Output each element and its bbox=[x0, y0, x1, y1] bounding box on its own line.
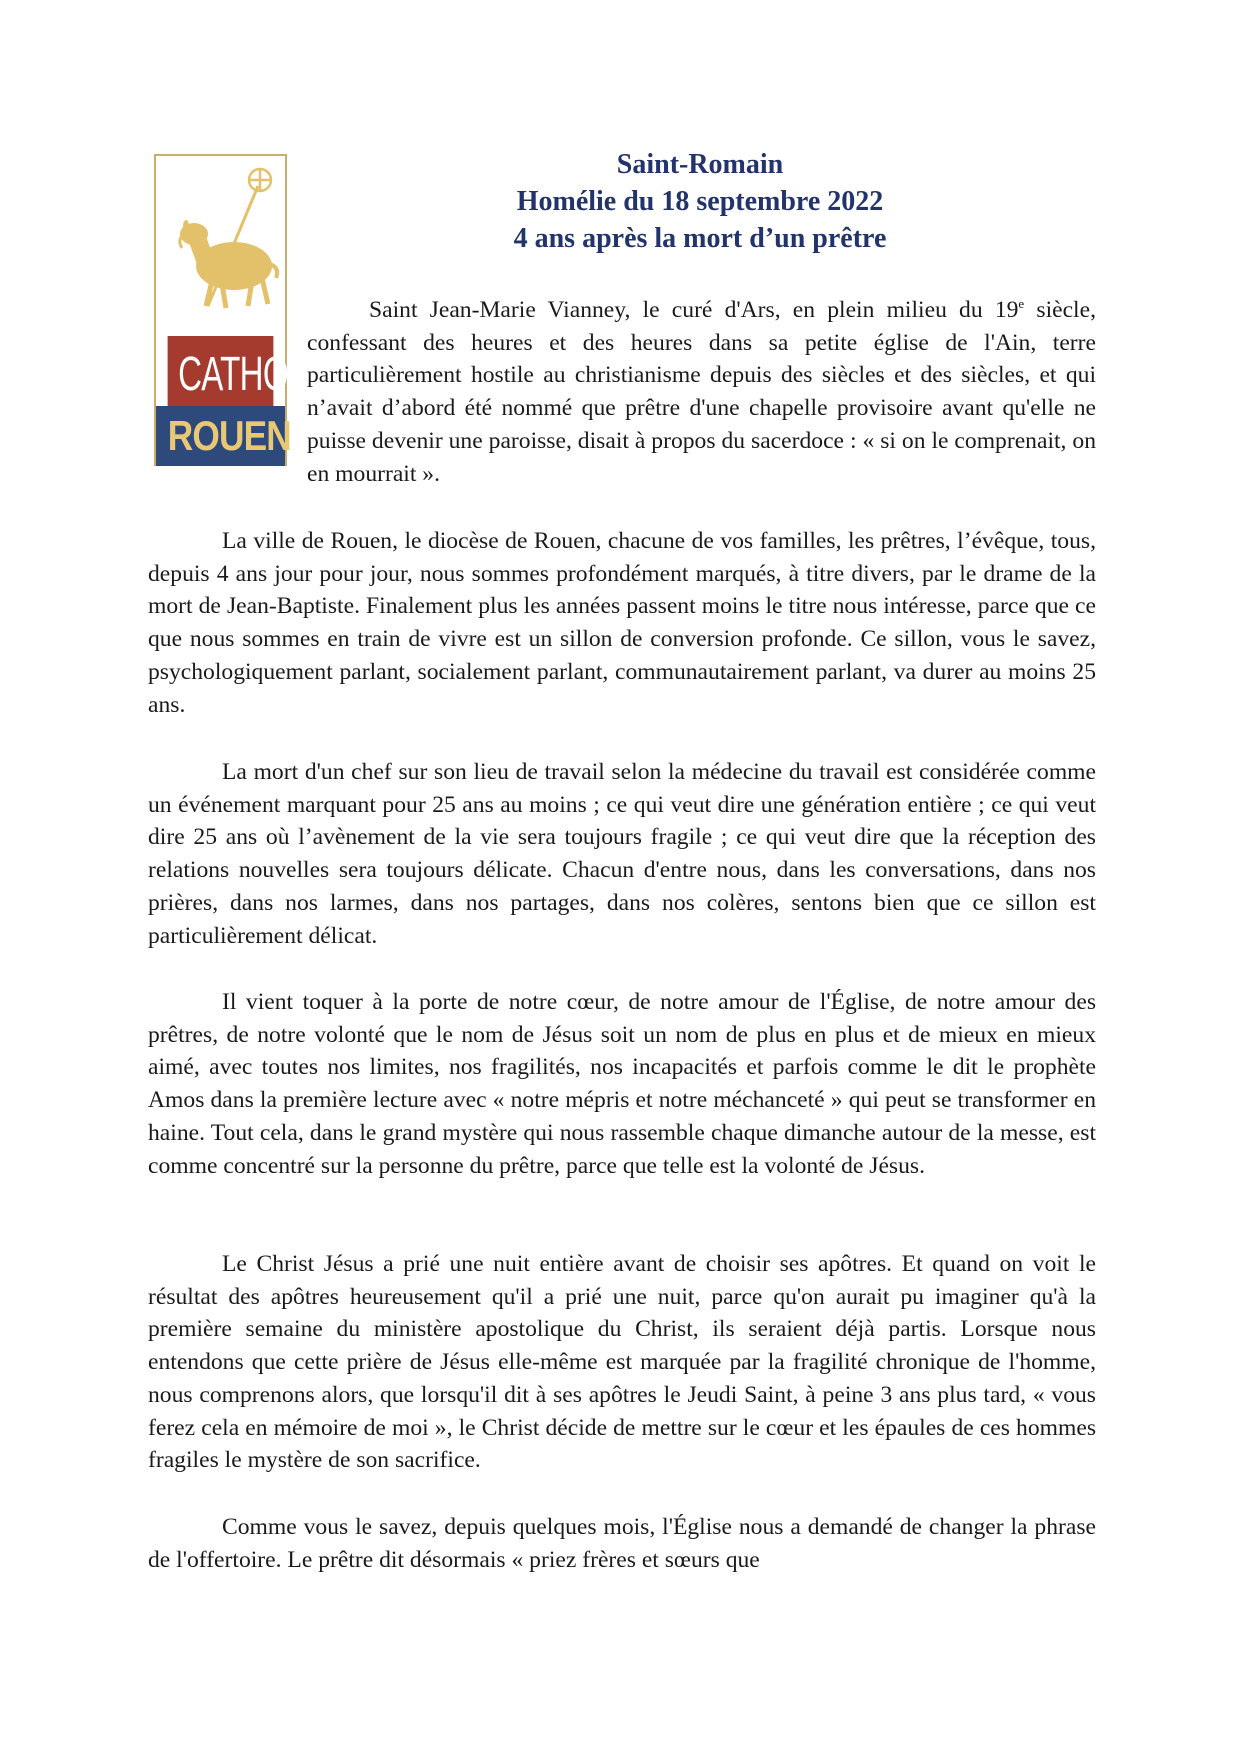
paragraph-2: La ville de Rouen, le diocèse de Rouen, chacune de vos familles, les prêtres, l’évêque, tous, depuis 4 ans jour pour jour, nous sommes profondément marqués, à titre divers, par le drame de la mort de Jean-Baptiste. Finalement plus les années passent moins le titre nous intéresse, parce que ce que nous sommes en train de vivre est un sillon de conversion profonde. Ce sillon, vous le savez, psychologiquement parlant, socialement parlant, communautairement parlant, va durer au moins 25 ans. bbox=[148, 528, 1096, 718]
logo-text-catho: CATHO bbox=[168, 336, 274, 406]
paragraph-1: Saint Jean-Marie Vianney, le curé d'Ars, en plein milieu du 19e siècle, confessant des heures et des heures dans sa petite église de l'Ain, terre particulièrement hostile au christianisme depuis des siècles et des siècles, et qui n’avait d’abord été nommé que prêtre d'une chapelle provisoire avant qu'elle ne puisse devenir une paroisse, disait à propos du sacerdoce : « si on le comprenait, on en mourrait ». bbox=[307, 296, 1096, 487]
paragraph-5: Le Christ Jésus a prié une nuit entière avant de choisir ses apôtres. Et quand on voit le résultat des apôtres heureusement qu'il a prié une nuit, parce qu'on aurait pu imaginer qu'à la première semaine du ministère apostolique du Christ, ils seraient déjà partis. Lorsque nous entendons que cette prière de Jésus elle-même est marquée par la fragilité chronique de l'homme, nous comprenons alors, que lorsqu'il dit à ses apôtres le Jeudi Saint, à peine 3 ans plus tard, « vous ferez cela en mémoire de moi », le Christ décide de mettre sur le cœur et les épaules de ces hommes fragiles le mystère de son sacrifice. bbox=[148, 1251, 1096, 1474]
header-parish: Saint-Romain bbox=[616, 149, 784, 180]
paragraph-4: Il vient toquer à la porte de notre cœur, de notre amour de l'Église, de notre amour des prêtres, de notre volonté que le nom de Jésus soit un nom de plus en plus et de mieux en mieux aimé, avec toutes nos limites, nos fragilités, nos incapacités et parfois comme le dit le prophète Amos dans la première lecture avec « notre mépris et notre méchanceté » qui peut se transformer en haine. Tout cela, dans le grand mystère qui nous rassemble chaque dimanche autour de la messe, est comme concentré sur la personne du prêtre, parce que telle est la volonté de Jésus. bbox=[148, 989, 1096, 1179]
header-title: Homélie du 18 septembre 2022 bbox=[516, 186, 884, 217]
catho-rouen-logo bbox=[154, 154, 291, 466]
document-header bbox=[420, 146, 980, 257]
paragraph-3: La mort d'un chef sur son lieu de travail selon la médecine du travail est considérée comme un événement marquant pour 25 ans au moins ; ce qui veut dire une génération entière ; ce qui veut dire 25 ans où l’avènement de la vie sera toujours fragile ; ce qui veut dire que la réception des relations nouvelles sera toujours délicate. Chacun d'entre nous, dans les conversations, dans nos prières, dans nos larmes, dans nos partages, dans nos colères, sentons bien que ce sillon est particulièrement délicat. bbox=[148, 759, 1096, 949]
lamb-with-cross-icon bbox=[156, 156, 285, 336]
paragraph-6: Comme vous le savez, depuis quelques mois, l'Église nous a demandé de changer la phrase de l'offertoire. Le prêtre dit désormais « priez frères et sœurs que bbox=[148, 1514, 1096, 1573]
logo-text-rouen: ROUEN bbox=[156, 406, 285, 466]
header-subtitle: 4 ans après la mort d’un prêtre bbox=[513, 223, 887, 254]
